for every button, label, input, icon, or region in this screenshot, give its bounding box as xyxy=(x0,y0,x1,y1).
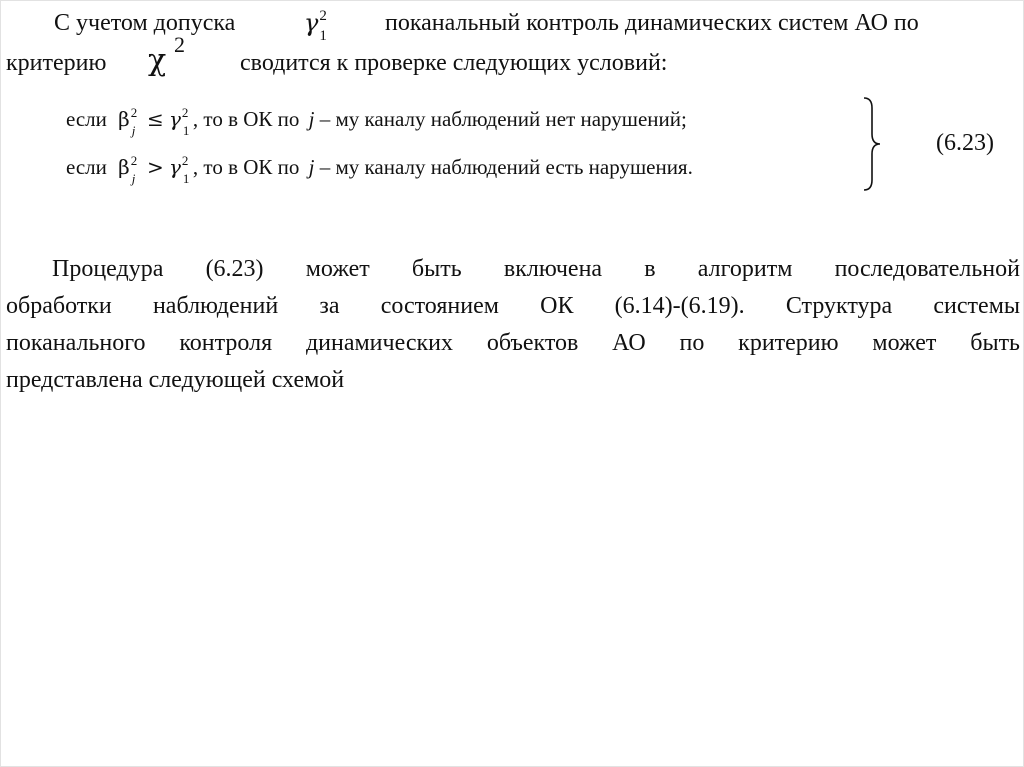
paragraph-line-4: представлена следующей схемой xyxy=(6,367,345,393)
gamma-sub: 1 xyxy=(319,28,327,44)
gamma-symbol: γ xyxy=(168,155,181,179)
beta-sub: j xyxy=(131,171,136,186)
condition-prefix: если xyxy=(66,107,107,131)
condition-middle: , то в ОК по xyxy=(192,155,300,179)
paragraph-line-2: обработки наблюдений за состоянием ОК (6.14)-(6.19). Структура системы xyxy=(6,293,1020,319)
beta-indices xyxy=(130,153,142,186)
gamma-tolerance-symbol xyxy=(304,8,334,44)
condition-suffix: – му каналу наблюдений есть нарушения. xyxy=(319,155,693,179)
beta-sub: j xyxy=(131,123,136,138)
chi-sup: 2 xyxy=(174,32,185,57)
condition-middle: , то в ОК по xyxy=(192,107,300,131)
gamma-sup: 2 xyxy=(319,8,327,24)
intro-text-2a: критерию xyxy=(6,50,107,76)
beta-sup: 2 xyxy=(130,153,138,168)
beta-symbol: β xyxy=(118,155,130,179)
gamma-indices xyxy=(181,105,193,138)
relation-symbol: ≤ xyxy=(146,107,164,131)
gamma-sup: 2 xyxy=(181,153,189,168)
condition-row-2 xyxy=(66,153,693,186)
intro-line-2 xyxy=(6,48,106,78)
gamma-sub: 1 xyxy=(182,123,190,138)
beta-symbol: β xyxy=(118,107,130,131)
beta-indices xyxy=(130,105,142,138)
right-brace-icon xyxy=(860,96,884,192)
equation-number: (6.23) xyxy=(936,130,994,156)
intro-text-1b: поканальный контроль динамических систем АО по xyxy=(385,10,919,36)
gamma-sup: 2 xyxy=(181,105,189,120)
intro-line-1b xyxy=(385,8,919,38)
beta-sup: 2 xyxy=(130,105,138,120)
intro-text-1a: С учетом допуска xyxy=(54,10,236,36)
condition-row-1 xyxy=(66,105,687,138)
channel-index: j xyxy=(308,155,315,179)
paragraph-line-3: поканального контроля динамических объектов АО по критерию может быть xyxy=(6,330,1020,356)
paragraph-line-1: Процедура (6.23) может быть включена в алгоритм последовательной xyxy=(52,256,1020,282)
chi-symbol: χ xyxy=(148,43,167,78)
chi-sup-wrap xyxy=(174,30,185,60)
gamma-indices xyxy=(181,153,193,186)
intro-line-1 xyxy=(54,8,235,38)
condition-suffix: – му каналу наблюдений нет нарушений; xyxy=(319,107,687,131)
gamma-symbol: γ xyxy=(168,107,181,131)
gamma-sub: 1 xyxy=(182,171,190,186)
chi-criterion-symbol xyxy=(148,43,167,78)
gamma-indices xyxy=(318,8,334,44)
intro-text-2b: сводится к проверке следующих условий: xyxy=(240,50,668,76)
intro-line-2b xyxy=(240,48,667,78)
channel-index: j xyxy=(308,107,315,131)
condition-prefix: если xyxy=(66,155,107,179)
gamma-symbol: γ xyxy=(304,9,319,37)
relation-symbol: > xyxy=(146,155,164,179)
